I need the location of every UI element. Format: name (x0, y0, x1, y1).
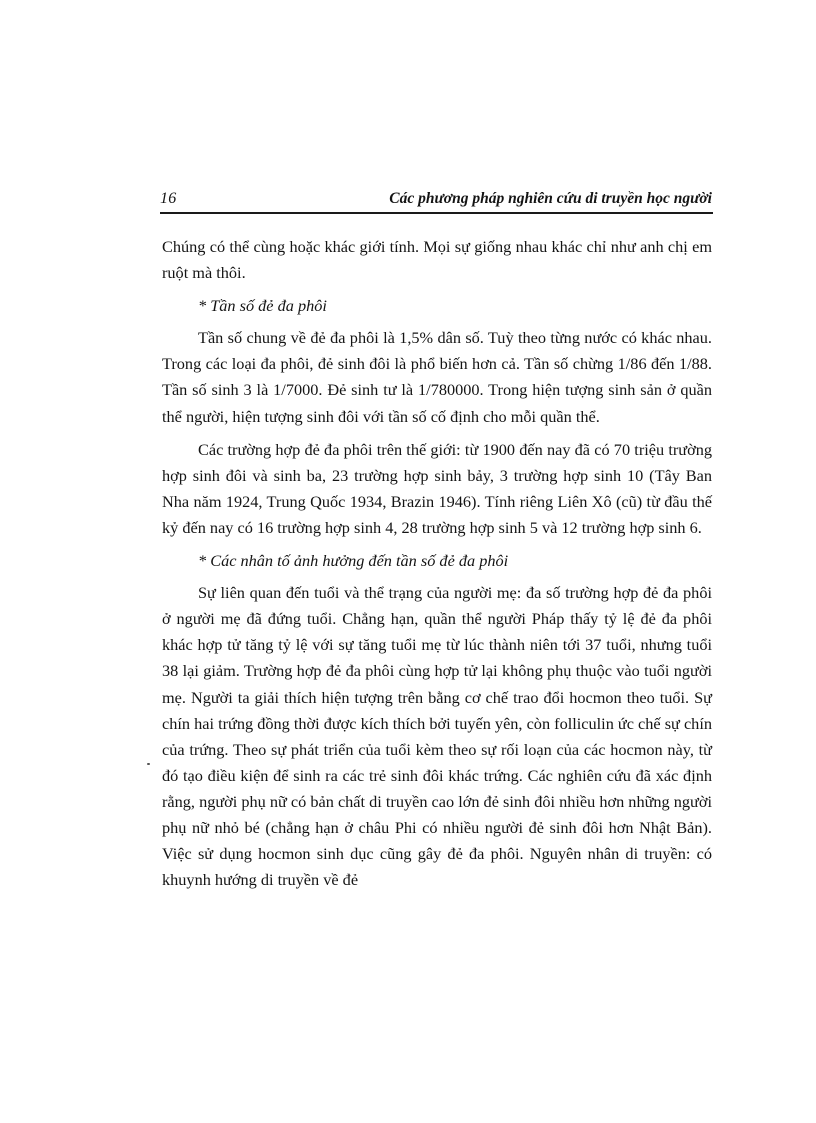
page-number: 16 (160, 190, 177, 207)
paragraph-factors: Sự liên quan đến tuổi và thể trạng của người mẹ: đa số trường hợp đẻ đa phôi ở người mẹ đã đứng tuổi. Chẳng hạn, quần thể người Pháp thấy tỷ lệ đẻ đa phôi khác hợp tử tăng tỷ lệ với sự tăng tuổi mẹ từ lúc thành niên tới 37 tuổi, nhưng tuổi 38 lại giảm. Trường hợp đẻ đa phôi cùng hợp tử lại không phụ thuộc vào tuổi người mẹ. Người ta giải thích hiện tượng trên bằng cơ chế trao đổi hocmon theo tuổi. Sự chín hai trứng đồng thời được kích thích bởi tuyến yên, còn folliculin ức chế sự chín của trứng. Theo sự phát triển của tuổi kèm theo sự rối loạn của các hocmon này, từ đó tạo điều kiện để sinh ra các trẻ sinh đôi khác trứng. Các nghiên cứu đã xác định rằng, người phụ nữ có bản chất di truyền cao lớn đẻ sinh đôi nhiều hơn những người phụ nữ nhỏ bé (chẳng hạn ở châu Phi có nhiều người đẻ sinh đôi hơn Nhật Bản). Việc sử dụng hocmon sinh dục cũng gây đẻ đa phôi. Nguyên nhân di truyền: có khuynh hướng di truyền về đẻ (162, 583, 712, 890)
page-header (160, 188, 712, 212)
margin-mark (147, 763, 150, 765)
section-heading-factors: * Các nhân tố ảnh hưởng đến tần số đẻ đa phôi (198, 551, 509, 571)
running-title: Các phương pháp nghiên cứu di truyền học người (389, 190, 712, 207)
paragraph-continuation: Chúng có thể cùng hoặc khác giới tính. Mọi sự giống nhau khác chỉ như anh chị em ruột mà thôi. (162, 237, 712, 283)
header-rule (160, 212, 713, 214)
section-heading-frequency: * Tần số đẻ đa phôi (198, 296, 327, 316)
paragraph-frequency-2: Các trường hợp đẻ đa phôi trên thế giới: từ 1900 đến nay đã có 70 triệu trường hợp sinh đôi và sinh ba, 23 trường hợp sinh bảy, 3 trường hợp sinh 10 (Tây Ban Nha năm 1924, Trung Quốc 1934, Brazin 1946). Tính riêng Liên Xô (cũ) từ đầu thế kỷ đến nay có 16 trường hợp sinh 4, 28 trường hợp sinh 5 và 12 trường hợp sinh 6. (162, 439, 712, 537)
paragraph-frequency-1: Tần số chung về đẻ đa phôi là 1,5% dân số. Tuỳ theo từng nước có khác nhau. Trong các loại đa phôi, đẻ sinh đôi là phổ biến hơn cả. Tần số chừng 1/86 đến 1/88. Tần số sinh 3 là 1/7000. Đẻ sinh tư là 1/780000. Trong hiện tượng sinh sản ở quần thể người, hiện tượng sinh đôi với tần số cố định cho mỗi quần thể. (162, 328, 712, 426)
body-text (162, 234, 712, 900)
